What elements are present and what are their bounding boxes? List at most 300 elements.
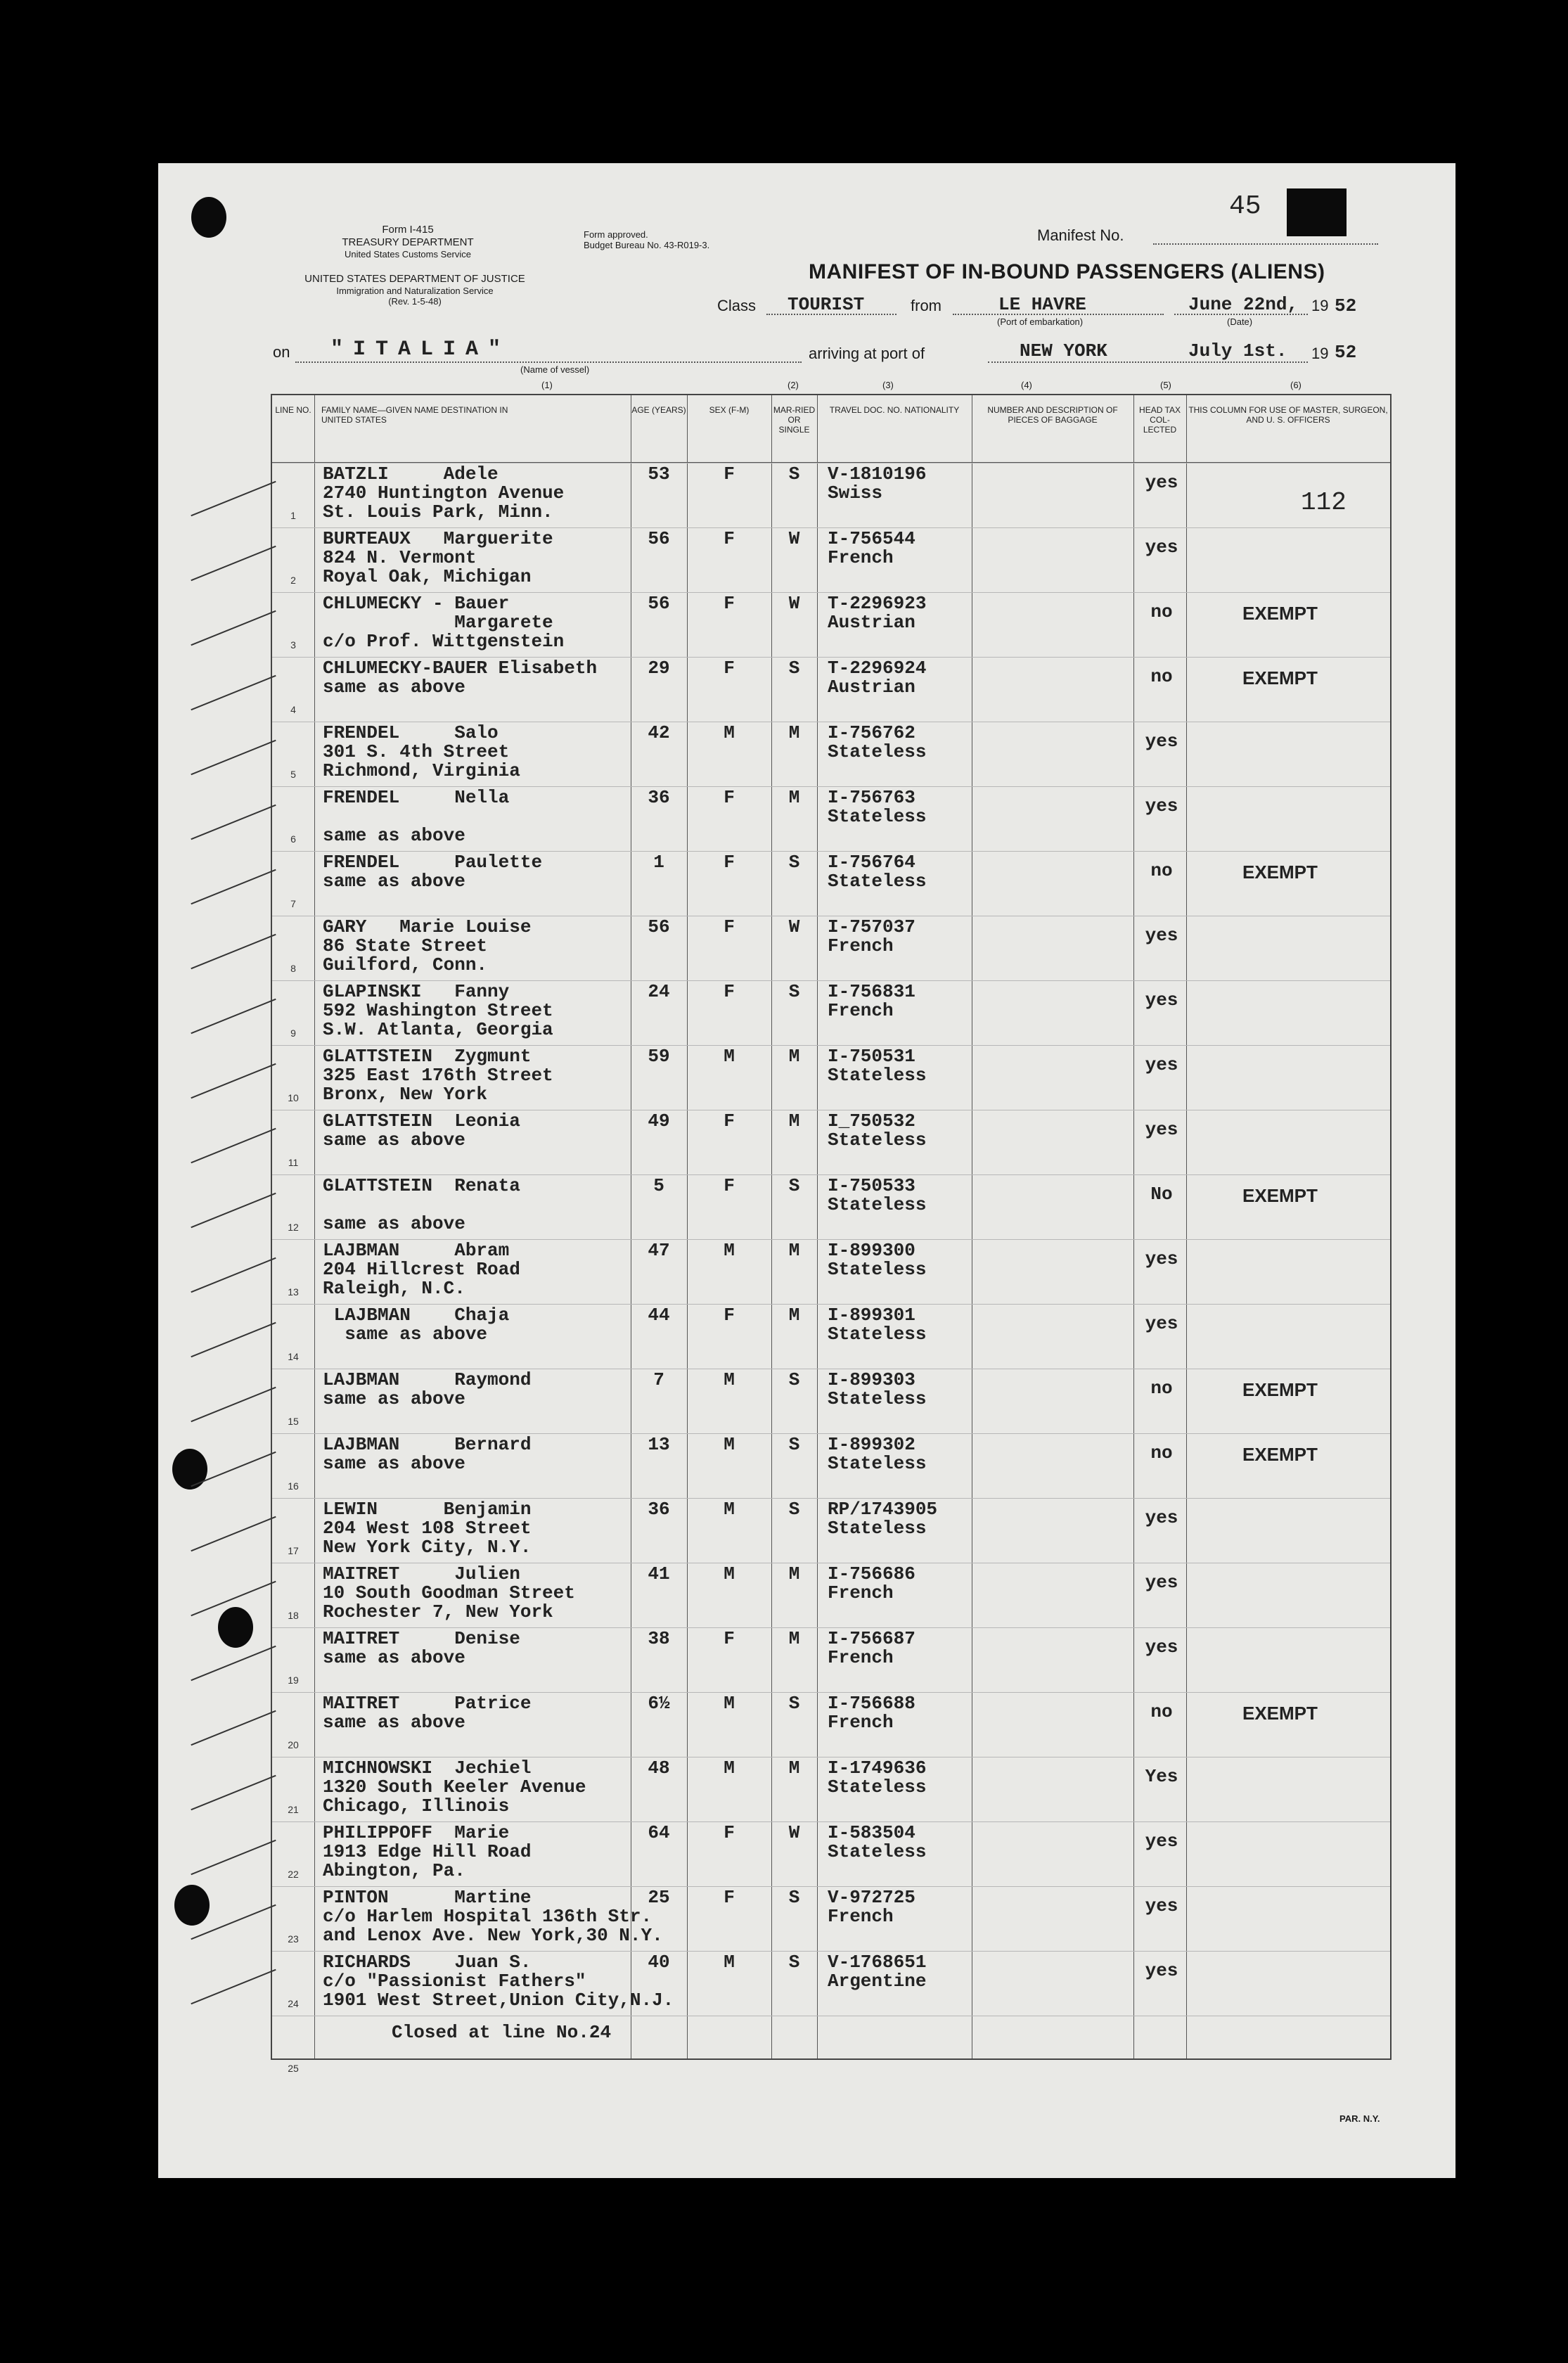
head-tax: yes	[1145, 472, 1178, 493]
nationality: French	[828, 1000, 894, 1021]
arrival-line	[988, 361, 1308, 363]
from-value: LE HAVRE	[998, 294, 1086, 315]
passenger-name: GARY Marie Louise	[323, 916, 532, 937]
printer-mark: PAR. N.Y.	[1339, 2113, 1380, 2124]
sex: F	[724, 658, 735, 679]
sex: F	[724, 1628, 735, 1649]
travel-doc-no: I-1749636	[828, 1757, 927, 1779]
marital-status: S	[788, 1693, 800, 1714]
from-label: from	[911, 297, 942, 314]
sex: F	[724, 593, 735, 614]
nationality: French	[828, 1712, 894, 1733]
black-tab	[1287, 188, 1347, 236]
travel-doc-no: I_750532	[828, 1110, 915, 1132]
sex: M	[724, 1240, 735, 1261]
travel-doc-no: I-756762	[828, 722, 915, 743]
address-line-2: Guilford, Conn.	[323, 954, 488, 975]
manifest-no-line	[1153, 243, 1378, 245]
table-row	[272, 722, 1390, 787]
sex: F	[724, 1305, 735, 1326]
marital-status: M	[788, 1240, 800, 1261]
approval-block	[584, 229, 795, 250]
travel-doc-no: I-750533	[828, 1175, 915, 1196]
sex: F	[724, 463, 735, 485]
passenger-name: LAJBMAN Chaja	[323, 1305, 510, 1326]
line-number: 19	[288, 1674, 299, 1686]
age: 1	[653, 852, 664, 873]
col-num-6: (6)	[1290, 380, 1302, 390]
age: 6½	[648, 1693, 670, 1714]
head-tax: yes	[1145, 1054, 1178, 1075]
age: 59	[648, 1046, 670, 1067]
marital-status: S	[788, 1434, 800, 1455]
head-tax: no	[1150, 860, 1173, 881]
nationality: Austrian	[828, 677, 915, 698]
manifest-title: MANIFEST OF IN-BOUND PASSENGERS (ALIENS)	[809, 260, 1325, 283]
passenger-name: GLATTSTEIN Renata	[323, 1175, 520, 1196]
sex: F	[724, 916, 735, 937]
travel-doc-no: I-899302	[828, 1434, 915, 1455]
line-number: 23	[288, 1933, 299, 1945]
nationality: French	[828, 1647, 894, 1668]
address-line-1: same as above	[323, 1453, 465, 1474]
line-number: 6	[290, 833, 296, 845]
address-line-2: Richmond, Virginia	[323, 760, 520, 781]
age: 24	[648, 981, 670, 1002]
closing-note: Closed at line No.24	[392, 2022, 612, 2043]
exempt-note: EXEMPT	[1242, 1444, 1318, 1465]
address-line-2: S.W. Atlanta, Georgia	[323, 1019, 553, 1040]
line-number: 22	[288, 1869, 299, 1880]
travel-doc-no: I-756687	[828, 1628, 915, 1649]
travel-doc-no: I-899300	[828, 1240, 915, 1261]
nationality: Stateless	[828, 1841, 927, 1862]
sex: M	[724, 1046, 735, 1067]
line-number: 9	[290, 1027, 296, 1039]
marital-status: W	[788, 593, 800, 614]
address-line-1: same as above	[323, 1129, 465, 1151]
marital-status: S	[788, 658, 800, 679]
nationality: Stateless	[828, 1065, 927, 1086]
justice-block	[267, 273, 563, 307]
nationality: Argentine	[828, 1971, 927, 1992]
line-number: 4	[290, 704, 296, 715]
age: 56	[648, 593, 670, 614]
table-row	[272, 1304, 1390, 1369]
line-number: 13	[288, 1286, 299, 1298]
marital-status: M	[788, 1628, 800, 1649]
line-number: 11	[288, 1157, 299, 1168]
nationality: Stateless	[828, 1453, 927, 1474]
form-block	[295, 224, 520, 260]
travel-doc-no: I-756544	[828, 528, 915, 549]
passenger-name: PINTON Martine	[323, 1887, 532, 1908]
address-line-1: 592 Washington Street	[323, 1000, 553, 1021]
vessel-line	[295, 361, 802, 363]
address-line-1: same as above	[323, 677, 465, 698]
address-line-2: Royal Oak, Michigan	[323, 566, 532, 587]
form-approved: Form approved.	[584, 229, 648, 240]
col-num-3: (3)	[882, 380, 894, 390]
address-line-1: 204 West 108 Street	[323, 1518, 532, 1539]
address-line-1: Margarete	[323, 612, 553, 633]
table-row	[272, 1498, 1390, 1563]
line-number: 25	[288, 2063, 299, 2074]
address-line-1: 10 South Goodman Street	[323, 1582, 575, 1603]
passenger-name: RICHARDS Juan S.	[323, 1952, 532, 1973]
passenger-name: GLATTSTEIN Zygmunt	[323, 1046, 532, 1067]
address-line-2: and Lenox Ave. New York,30 N.Y.	[323, 1925, 663, 1946]
on-label: on	[273, 343, 290, 361]
arriving-label: arriving at port of	[809, 345, 925, 362]
nationality: Stateless	[828, 1776, 927, 1798]
travel-doc-no: I-756764	[828, 852, 915, 873]
year-prefix: 19	[1311, 297, 1329, 314]
address-line-1: 204 Hillcrest Road	[323, 1259, 520, 1280]
head-tax: yes	[1145, 1831, 1178, 1852]
head-tax: yes	[1145, 537, 1178, 558]
address-line-1: 301 S. 4th Street	[323, 741, 510, 762]
head-tax: yes	[1145, 925, 1178, 946]
marital-status: M	[788, 1563, 800, 1584]
table-row	[272, 980, 1390, 1046]
col-num-1: (1)	[541, 380, 553, 390]
table-row	[272, 1369, 1390, 1434]
address-line-2: New York City, N.Y.	[323, 1537, 532, 1558]
head-tax: yes	[1145, 731, 1178, 752]
age: 29	[648, 658, 670, 679]
travel-doc-no: I-756686	[828, 1563, 915, 1584]
col-num-5: (5)	[1160, 380, 1171, 390]
head-tax: No	[1150, 1184, 1173, 1205]
sex: F	[724, 1822, 735, 1843]
travel-doc-no: I-750531	[828, 1046, 915, 1067]
line-number: 17	[288, 1545, 299, 1556]
table-row	[272, 463, 1390, 528]
marital-status: W	[788, 916, 800, 937]
col-head-doc: TRAVEL DOC. NO. NATIONALITY	[829, 405, 960, 415]
class-value: TOURIST	[788, 294, 865, 315]
address-line-1: c/o Harlem Hospital 136th Str.	[323, 1906, 653, 1927]
head-tax: no	[1150, 601, 1173, 622]
table-row	[272, 1951, 1390, 2016]
col-num-2: (2)	[788, 380, 799, 390]
departure-date: June 22nd,	[1188, 294, 1299, 315]
travel-doc-no: V-1810196	[828, 463, 927, 485]
head-tax: yes	[1145, 1507, 1178, 1528]
nationality: Stateless	[828, 1129, 927, 1151]
date-caption: (Date)	[1227, 316, 1253, 327]
head-tax: Yes	[1145, 1766, 1178, 1787]
head-tax: no	[1150, 1701, 1173, 1722]
travel-doc-no: I-899303	[828, 1369, 915, 1390]
address-line-1: same as above	[323, 1712, 465, 1733]
line-number: 14	[288, 1351, 299, 1362]
age: 49	[648, 1110, 670, 1132]
age: 48	[648, 1757, 670, 1779]
col-head-name: FAMILY NAME—GIVEN NAME DESTINATION IN UNITED STATES	[321, 405, 508, 425]
vessel-caption: (Name of vessel)	[520, 364, 590, 375]
address-line-1: 2740 Huntington Avenue	[323, 482, 565, 504]
age: 5	[653, 1175, 664, 1196]
col-head-tax: HEAD TAX COL-LECTED	[1139, 405, 1181, 435]
table-row	[272, 1239, 1390, 1305]
travel-doc-no: RP/1743905	[828, 1499, 938, 1520]
table-row	[272, 1821, 1390, 1887]
passenger-name: LAJBMAN Raymond	[323, 1369, 532, 1390]
ins-name: Immigration and Naturalization Service	[336, 286, 494, 296]
marital-status: M	[788, 1305, 800, 1326]
age: 41	[648, 1563, 670, 1584]
head-tax: yes	[1145, 1248, 1178, 1269]
marital-status: M	[788, 1110, 800, 1132]
table-row	[272, 1110, 1390, 1175]
address-line-1: 1913 Edge Hill Road	[323, 1841, 532, 1862]
exempt-note: EXEMPT	[1242, 1379, 1318, 1400]
line-number: 3	[290, 639, 296, 651]
nationality: Stateless	[828, 871, 927, 892]
address-line-1: 824 N. Vermont	[323, 547, 477, 568]
passenger-name: BURTEAUX Marguerite	[323, 528, 553, 549]
marital-status: M	[788, 722, 800, 743]
head-tax: yes	[1145, 1119, 1178, 1140]
address-line-2: Rochester 7, New York	[323, 1601, 553, 1622]
marital-status: S	[788, 1887, 800, 1908]
passenger-table	[271, 394, 1392, 2074]
year-prefix-2: 19	[1311, 345, 1329, 362]
head-tax: no	[1150, 1442, 1173, 1464]
address-line-2: 1901 West Street,Union City,N.J.	[323, 1990, 674, 2011]
marital-status: S	[788, 1175, 800, 1196]
age: 64	[648, 1822, 670, 1843]
col-head-line: LINE NO.	[275, 405, 311, 415]
manifest-number: 45	[1229, 191, 1261, 222]
sex: M	[724, 1563, 735, 1584]
address-line-2: same as above	[323, 825, 465, 846]
passenger-name: MICHNOWSKI Jechiel	[323, 1757, 532, 1779]
head-tax: yes	[1145, 1572, 1178, 1593]
table-row	[272, 1627, 1390, 1693]
nationality: Stateless	[828, 1388, 927, 1409]
passenger-name: LAJBMAN Abram	[323, 1240, 510, 1261]
marital-status: S	[788, 1499, 800, 1520]
age: 25	[648, 1887, 670, 1908]
head-tax: yes	[1145, 1637, 1178, 1658]
exempt-note: EXEMPT	[1242, 603, 1318, 624]
age: 36	[648, 1499, 670, 1520]
port-embark-caption: (Port of embarkation)	[997, 316, 1084, 327]
address-line-1: same as above	[323, 1324, 488, 1345]
dept-name: TREASURY DEPARTMENT	[342, 236, 474, 248]
head-tax: yes	[1145, 795, 1178, 817]
passenger-name: GLAPINSKI Fanny	[323, 981, 510, 1002]
age: 44	[648, 1305, 670, 1326]
passenger-name: MAITRET Denise	[323, 1628, 520, 1649]
line-number: 8	[290, 963, 296, 974]
nationality: Swiss	[828, 482, 883, 504]
table-row	[272, 1886, 1390, 1952]
age: 36	[648, 787, 670, 808]
head-tax: yes	[1145, 1960, 1178, 1981]
nationality: Stateless	[828, 1518, 927, 1539]
rev-date: (Rev. 1-5-48)	[388, 296, 442, 307]
address-line-2: St. Louis Park, Minn.	[323, 501, 553, 523]
address-line-1: same as above	[323, 1388, 465, 1409]
page-number: 112	[1301, 488, 1347, 517]
address-line-2: Raleigh, N.C.	[323, 1278, 465, 1299]
year-suffix: 52	[1335, 295, 1357, 316]
travel-doc-no: I-899301	[828, 1305, 915, 1326]
exempt-note: EXEMPT	[1242, 1703, 1318, 1724]
age: 53	[648, 463, 670, 485]
col-head-married: MAR-RIED OR SINGLE	[773, 405, 816, 435]
sex: F	[724, 1175, 735, 1196]
line-number: 2	[290, 575, 296, 586]
exempt-note: EXEMPT	[1242, 862, 1318, 883]
table-row	[272, 1174, 1390, 1240]
exempt-note: EXEMPT	[1242, 667, 1318, 689]
head-tax: yes	[1145, 1313, 1178, 1334]
passenger-name: FRENDEL Paulette	[323, 852, 543, 873]
sex: M	[724, 1434, 735, 1455]
age: 7	[653, 1369, 664, 1390]
exempt-note: EXEMPT	[1242, 1185, 1318, 1206]
manifest-no-label: Manifest No.	[1037, 226, 1124, 244]
marital-status: W	[788, 1822, 800, 1843]
address-line-1: same as above	[323, 1647, 465, 1668]
sex: M	[724, 1499, 735, 1520]
address-line-1: 86 State Street	[323, 935, 488, 956]
age: 56	[648, 916, 670, 937]
year-suffix-2: 52	[1335, 342, 1357, 363]
passenger-name: CHLUMECKY - Bauer	[323, 593, 510, 614]
passenger-name: FRENDEL Nella	[323, 787, 510, 808]
nationality: French	[828, 1906, 894, 1927]
punch-hole	[174, 1885, 210, 1926]
travel-doc-no: I-757037	[828, 916, 915, 937]
punch-hole	[172, 1449, 207, 1490]
line-number: 5	[290, 769, 296, 780]
nationality: Austrian	[828, 612, 915, 633]
sex: F	[724, 787, 735, 808]
address-line-2: c/o Prof. Wittgenstein	[323, 631, 565, 652]
passenger-name: LAJBMAN Bernard	[323, 1434, 532, 1455]
nationality: Stateless	[828, 741, 927, 762]
line-number: 12	[288, 1222, 299, 1233]
table-row	[272, 527, 1390, 593]
travel-doc-no: T-2296923	[828, 593, 927, 614]
travel-doc-no: I-756831	[828, 981, 915, 1002]
sex: F	[724, 1887, 735, 1908]
travel-doc-no: V-972725	[828, 1887, 915, 1908]
nationality: Stateless	[828, 1259, 927, 1280]
passenger-name: LEWIN Benjamin	[323, 1499, 532, 1520]
marital-status: W	[788, 528, 800, 549]
table-row	[272, 1563, 1390, 1628]
nationality: Stateless	[828, 1324, 927, 1345]
table-row	[272, 1433, 1390, 1499]
marital-status: M	[788, 787, 800, 808]
line-number: 21	[288, 1804, 299, 1815]
passenger-name: PHILIPPOFF Marie	[323, 1822, 510, 1843]
nationality: Stateless	[828, 1194, 927, 1215]
line-number: 7	[290, 898, 296, 909]
arrival-date: July 1st.	[1188, 340, 1287, 361]
address-line-1: c/o "Passionist Fathers"	[323, 1971, 586, 1992]
line-number: 24	[288, 1998, 299, 2009]
col-head-officers: THIS COLUMN FOR USE OF MASTER, SURGEON, AND U. S. OFFICERS	[1188, 405, 1388, 425]
nationality: French	[828, 935, 894, 956]
nationality: French	[828, 1582, 894, 1603]
passenger-name: FRENDEL Salo	[323, 722, 499, 743]
sex: M	[724, 1369, 735, 1390]
age: 38	[648, 1628, 670, 1649]
age: 47	[648, 1240, 670, 1261]
arrival-port: NEW YORK	[1020, 340, 1107, 361]
punch-hole	[191, 197, 226, 238]
passenger-name: BATZLI Adele	[323, 463, 499, 485]
line-number: 10	[288, 1092, 299, 1103]
line-number: 1	[290, 510, 296, 521]
form-number: Form I-415	[382, 224, 434, 236]
sex: F	[724, 981, 735, 1002]
table-row	[272, 657, 1390, 722]
head-tax: yes	[1145, 1895, 1178, 1916]
passenger-name: GLATTSTEIN Leonia	[323, 1110, 520, 1132]
line-number: 16	[288, 1480, 299, 1492]
marital-status: S	[788, 981, 800, 1002]
table-row	[272, 1045, 1390, 1110]
marital-status: S	[788, 1369, 800, 1390]
table-row	[272, 1692, 1390, 1757]
line-number: 18	[288, 1610, 299, 1621]
class-label: Class	[717, 297, 757, 314]
passenger-name: MAITRET Patrice	[323, 1693, 532, 1714]
address-line-1: same as above	[323, 871, 465, 892]
marital-status: S	[788, 1952, 800, 1973]
sex: F	[724, 1110, 735, 1132]
marital-status: M	[788, 1046, 800, 1067]
table-row	[272, 851, 1390, 916]
sex: M	[724, 722, 735, 743]
col-head-baggage: NUMBER AND DESCRIPTION OF PIECES OF BAGGAGE	[987, 405, 1118, 425]
travel-doc-no: I-583504	[828, 1822, 915, 1843]
vessel-name: "ITALIA"	[330, 338, 511, 361]
customs-name: United States Customs Service	[345, 249, 471, 260]
col-head-sex: SEX (F-M)	[709, 405, 750, 415]
age: 56	[648, 528, 670, 549]
travel-doc-no: I-756688	[828, 1693, 915, 1714]
table-row	[272, 592, 1390, 658]
sex: M	[724, 1952, 735, 1973]
sex: M	[724, 1757, 735, 1779]
sex: F	[724, 852, 735, 873]
marital-status: S	[788, 852, 800, 873]
travel-doc-no: I-756763	[828, 787, 915, 808]
nationality: French	[828, 547, 894, 568]
address-line-2: same as above	[323, 1213, 465, 1234]
punch-hole	[218, 1607, 253, 1648]
address-line-2: Chicago, Illinois	[323, 1795, 510, 1817]
line-number: 20	[288, 1739, 299, 1750]
table-row	[272, 916, 1390, 981]
passenger-name: CHLUMECKY-BAUER Elisabeth	[323, 658, 598, 679]
col-num-4: (4)	[1021, 380, 1032, 390]
nationality: Stateless	[828, 806, 927, 827]
head-tax: yes	[1145, 990, 1178, 1011]
address-line-1: 325 East 176th Street	[323, 1065, 553, 1086]
age: 40	[648, 1952, 670, 1973]
